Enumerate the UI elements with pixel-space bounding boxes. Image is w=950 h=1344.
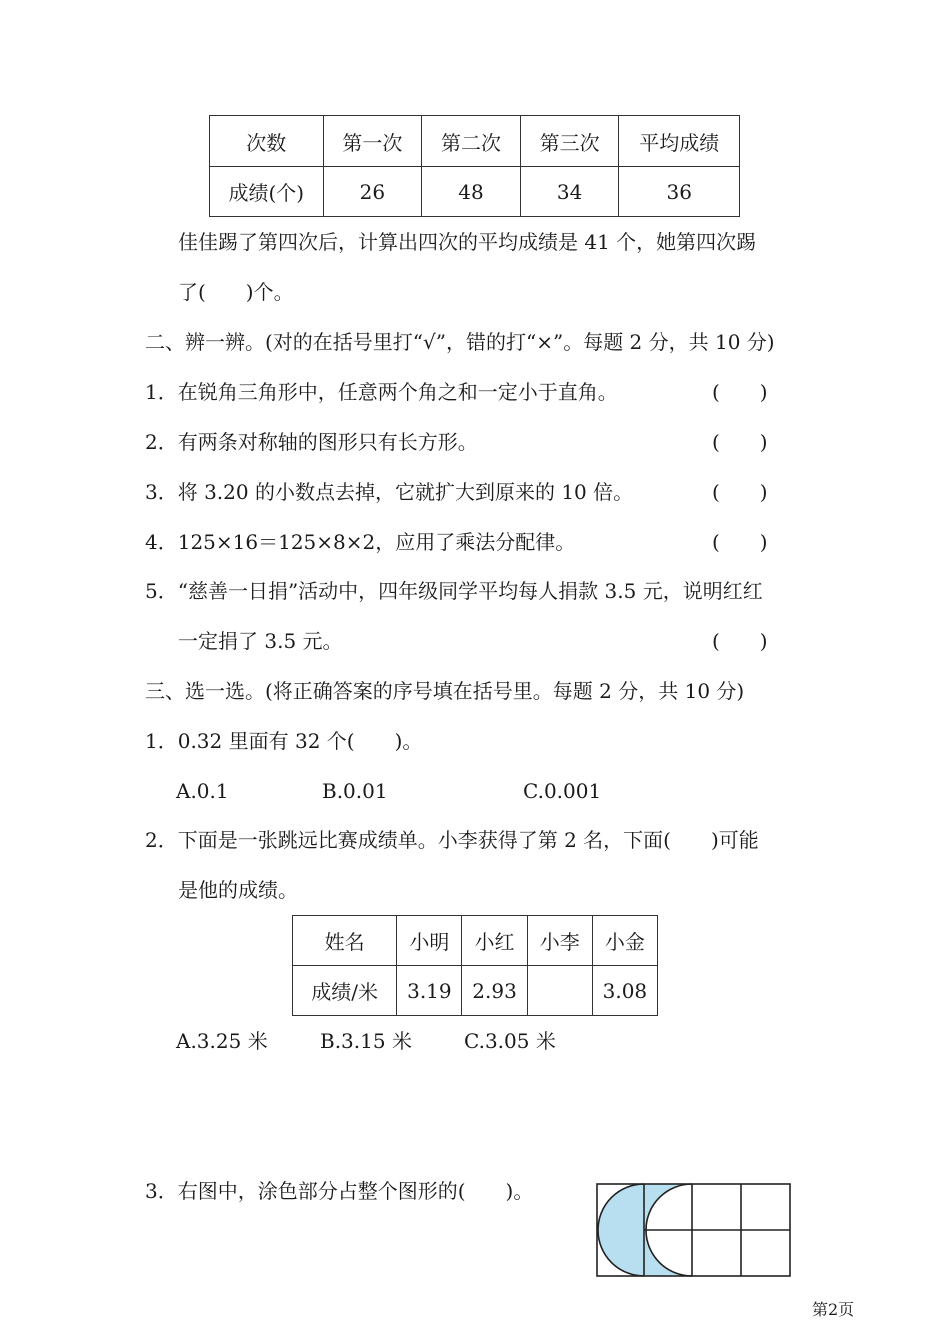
jump-table-header: 小明 <box>397 916 462 966</box>
score-table-cell: 26 <box>323 167 422 217</box>
answer-paren[interactable]: ( ) <box>712 380 768 404</box>
jump-table-header: 小红 <box>462 916 527 966</box>
prev-question-line1: 佳佳踢了第四次后，计算出四次的平均成绩是 41 个，她第四次踢 <box>178 230 757 254</box>
shaded-grid-figure <box>596 1183 794 1279</box>
answer-paren[interactable]: ( ) <box>712 480 768 504</box>
q2-option-a: A.3.25 米 <box>176 1029 268 1053</box>
jump-table <box>292 915 658 1016</box>
page-number: 第2页 <box>812 1300 855 1319</box>
jump-table-row-label: 成绩/米 <box>293 966 397 1016</box>
score-table-header: 第二次 <box>422 116 521 167</box>
q1-option-b: B.0.01 <box>322 779 388 803</box>
jump-table-header: 小金 <box>592 916 657 966</box>
score-table-cell: 36 <box>619 167 740 217</box>
section3-q3: 3．右图中，涂色部分占整个图形的( )。 <box>145 1179 534 1203</box>
answer-paren[interactable]: ( ) <box>712 629 768 653</box>
q2-option-b: B.3.15 米 <box>320 1029 412 1053</box>
section2-item-1: 1．在锐角三角形中，任意两个角之和一定小于直角。 <box>145 380 618 404</box>
section3-q2-line2: 是他的成绩。 <box>178 878 298 902</box>
jump-table-cell <box>527 966 592 1016</box>
jump-table-cell: 3.19 <box>397 966 462 1016</box>
section3-q1: 1．0.32 里面有 32 个( )。 <box>145 729 423 753</box>
q1-option-a: A.0.1 <box>176 779 229 803</box>
jump-table-header: 姓名 <box>293 916 397 966</box>
score-table-header: 次数 <box>210 116 324 167</box>
section3-q2-line1: 2．下面是一张跳远比赛成绩单。小李获得了第 2 名，下面( )可能 <box>145 828 759 852</box>
prev-question-line2: 了( )个。 <box>178 280 294 304</box>
score-table-header: 平均成绩 <box>619 116 740 167</box>
answer-paren[interactable]: ( ) <box>712 530 768 554</box>
section2-title: 二、辨一辨。(对的在括号里打“√”，错的打“×”。每题 2 分，共 10 分) <box>145 330 775 354</box>
jump-table-header: 小李 <box>527 916 592 966</box>
section2-item-3: 3．将 3.20 的小数点去掉，它就扩大到原来的 10 倍。 <box>145 480 634 504</box>
section2-item-4: 4．125×16＝125×8×2，应用了乘法分配律。 <box>145 530 576 554</box>
section2-item-5: 5．“慈善一日捐”活动中，四年级同学平均每人捐款 3.5 元，说明红红 <box>145 579 763 603</box>
section2-item-5-line2: 一定捐了 3.5 元。 <box>178 629 343 653</box>
q1-option-c: C.0.001 <box>523 779 602 803</box>
answer-paren[interactable]: ( ) <box>712 430 768 454</box>
score-table-cell: 48 <box>422 167 521 217</box>
score-table-header: 第三次 <box>520 116 619 167</box>
score-table <box>209 115 740 217</box>
section2-item-2: 2．有两条对称轴的图形只有长方形。 <box>145 430 478 454</box>
section3-title: 三、选一选。(将正确答案的序号填在括号里。每题 2 分，共 10 分) <box>145 679 745 703</box>
jump-table-cell: 3.08 <box>592 966 657 1016</box>
jump-table-cell: 2.93 <box>462 966 527 1016</box>
q2-option-c: C.3.05 米 <box>464 1029 556 1053</box>
score-table-header: 第一次 <box>323 116 422 167</box>
score-table-row-label: 成绩(个) <box>210 167 324 217</box>
shaded-semicircle-1 <box>598 1184 644 1276</box>
score-table-cell: 34 <box>520 167 619 217</box>
